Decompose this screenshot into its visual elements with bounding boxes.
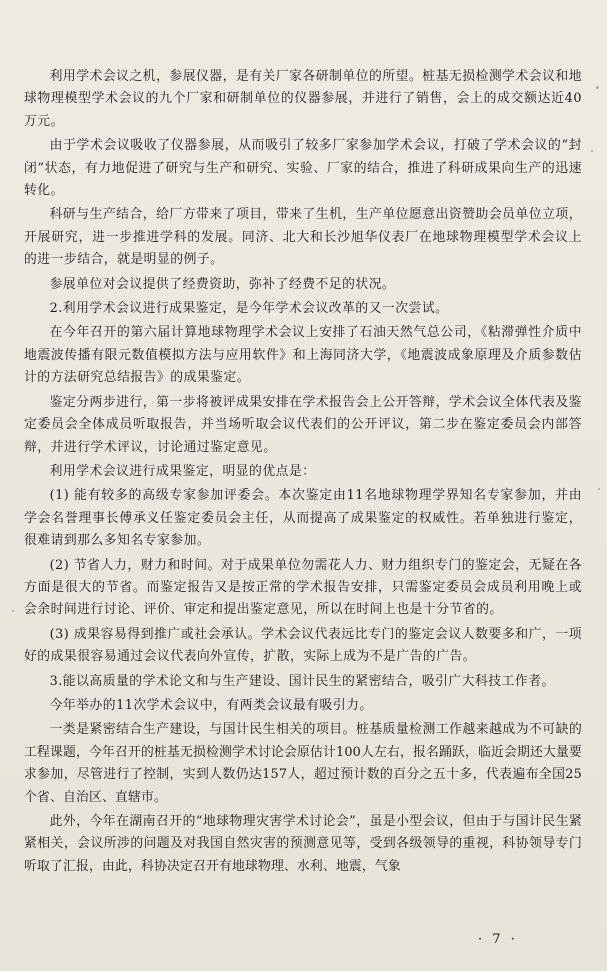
paragraph-pile-testing: 一类是紧密结合生产建设，与国计民生相关的项目。桩基质量检测工作越来越成为不可缺的工程课题，今年召开的桩基无损检测学术讨论会原估计100人左右，报名踊跃，临近会期还大量要求参加，尽管进行了控制，实到人数仍达157人，超过预计数的百分之五十多，代表遍布全国25个省、自治区、直辖市。 [24, 722, 582, 805]
heading-appraisal: 2.利用学术会议进行成果鉴定，是今年学术会议改革的又一次尝试。 [49, 301, 449, 317]
scan-speck [591, 150, 593, 152]
paragraph-funding: 参展单位对会议提供了经费资助，弥补了经费不足的状况。 [49, 276, 396, 292]
paragraph-exhibition-benefit: 利用学术会议之机，参展仪器，是有关厂家各研制单位的所望。桩基无损检测学术会议和地球物理模型学术会议的九个厂家和研制单位的仪器参展，并进行了销售，会上的成交额达近40万元。 [24, 69, 582, 129]
body-text [24, 66, 582, 880]
paragraph-advantage-recognition: (3) 成果容易得到推广或社会承认。学术会议代表远比专门的鉴定会议人数要多和广，一项好的成果很容易通过会议代表向外宣传，扩散，实际上成为不是广告的广告。 [24, 626, 582, 665]
paragraph-geohazard: 此外，今年在湖南召开的“地球物理灾害学术讨论会”，虽是小型会议，但由于与国计民生紧紧相关，会议所涉的问题及对我国自然灾害的预测意见等，受到各级领导的重视，科协领导专门听取了汇报，由此，科协决定召开有地球物理、水利、地震，气象 [24, 814, 582, 874]
paragraph-research-production: 科研与生产结合，给厂方带来了项目，带来了生机，生产单位愿意出资赞助会员单位立项，开展研究，进一步推进学科的发展。同济、北大和长沙旭华仪表厂在地球物理模型学术会议上的进一步结合，就是明显的例子。 [24, 207, 582, 268]
paragraph-break-closure: 由于学术会议吸收了仪器参展，从而吸引了较多厂家参加学术会议，打破了学术会议的“封闭”状态，有力地促进了研究与生产和研究、实验、厂家的结合，推进了科研成果向生产的迅速转化。 [24, 138, 582, 199]
heading-attract-scientists: 3.能以高质量的学术论文和与生产建设、国计民生的紧密结合，吸引广大科技工作者。 [49, 673, 555, 689]
paragraph-advantage-savings: (2) 节省人力，财力和时间。对于成果单位勿需花人力、财力组织专门的鉴定会，无疑在各方面是很大的节省。而鉴定报告又是按正常的学术报告安排，只需鉴定委员会成员利用晚上或会余时间进行讨论、评价、审定和提出鉴定意见，所以在时间上也是十分节省的。 [24, 557, 582, 618]
paragraph-two-steps: 鉴定分两步进行，第一步将被评成果安排在学术报告会上公开答辩，学术会议全体代表及鉴定委员会全体成员听取报告，并当场听取会议代表们的公开评议，第二步在鉴定委员会内部答辩，并进行学术评议，讨论通过鉴定意见。 [24, 394, 582, 455]
paragraph-advantages-intro: 利用学术会议进行成果鉴定，明显的优点是： [49, 463, 316, 479]
paragraph-sixth-conference: 在今年召开的第六届计算地球物理学术会议上安排了石油天然气总公司，《粘滞弹性介质中地震波传播有限元数值模拟方法与应用软件》和上海同济大学，《地震波成象原理及介质参数估计的方法研究总结报告》的成果鉴定。 [24, 325, 582, 386]
page-number: · 7 · [478, 932, 518, 947]
paragraph-advantage-experts: (1) 能有较多的高级专家参加评委会。本次鉴定由11名地球物理学界知名专家参加，并由学会名誉理事长傅承义任鉴定委员会主任，从而提高了成果鉴定的权威性。若单独进行鉴定，很难请到那么多知名专家参加。 [24, 488, 582, 549]
paragraph-two-types: 今年举办的11次学术会议中，有两类会议最有吸引力。 [49, 697, 373, 713]
scan-speck [598, 488, 600, 490]
scan-speck [596, 86, 599, 89]
scan-speck [12, 610, 14, 612]
